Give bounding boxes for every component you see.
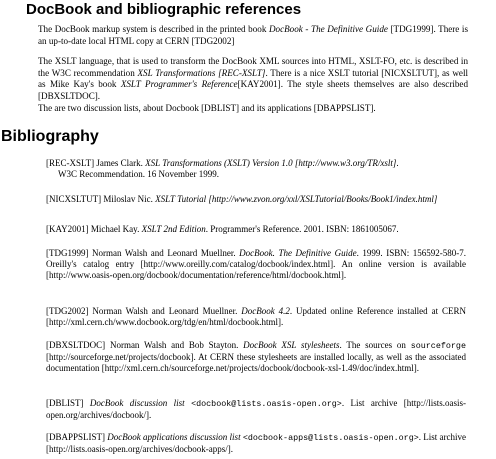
xslt-paragraph: The XSLT language, that is used to transform the DocBook XML sources into HTML, XSLT-FO, etc. is described in the W3C recommendation XSL Transformations [REC-XSLT]. There is a nice XSLT tutorial [NICXSLTUT], as well as Mike Kay's book XSLT Programmer's Reference[KAY2001]. The style sheets themselves are also described [DBXSLTDOC].	[38, 56, 469, 101]
bib-link[interactable]: [http://www.zvon.org/xxl/XSLTutorial/Books/Book1/index.html]	[208, 194, 438, 204]
email-address[interactable]: <docbook-apps@lists.oasis-open.org>	[242, 433, 419, 443]
bib-entry-dbappslist: [DBAPPSLIST] DocBook applications discussion list <docbook-apps@lists.oasis-open.org>. List archive [http://lists.oasis-open.org/archives/docbook-apps/].	[46, 432, 467, 454]
bib-entry-nicxsltut: [NICXSLTUT] Miloslav Nic. XSLT Tutorial [http://www.zvon.org/xxl/XSLTutorial/Books/Book1/index.html]	[46, 194, 438, 204]
bib-link[interactable]: [http://www.w3.org/TR/xslt]	[294, 158, 397, 168]
bib-entry-rec-xslt: [REC-XSLT] James Clark. XSL Transformations (XSLT) Version 1.0 [http://www.w3.org/TR/xslt]. W3C Recommendation. 16 November 1999.	[46, 158, 399, 179]
intro-paragraph: The DocBook markup system is described in the printed book DocBook - The Definitive Guide [TDG1999]. There is an up-to-date local HTML copy at CERN [TDG2002]	[38, 24, 468, 46]
section-heading: DocBook and bibliographic references	[26, 1, 302, 18]
bibliography-heading: Bibliography	[1, 128, 99, 145]
email-address[interactable]: <docbook@lists.oasis-open.org>	[191, 399, 342, 409]
bib-entry-dbxsltdoc: [DBXSLTDOC] Norman Walsh and Bob Stayton. DocBook XSL stylesheets. The sources on sourceforge [http://sourceforge.net/projects/docbook]. At CERN these stylesheets are installed locally, as well as the associated documentation [http://xml.cern.ch/sourceforge.net/projects/docbook/docbook-xsl-1.49/doc/index.html].	[46, 340, 466, 373]
bib-entry-tdg2002: [TDG2002] Norman Walsh and Leonard Muellner. DocBook 4.2. Updated online Reference installed at CERN [http://xml.cern.ch/www.docbook.org/tdg/en/html/docbook.html].	[46, 306, 466, 327]
bib-entry-dblist: [DBLIST] DocBook discussion list <docbook@lists.oasis-open.org>. List archive [http://lists.oasis-open.org/archives/docbook/].	[46, 398, 466, 420]
bib-entry-tdg1999: [TDG1999] Norman Walsh and Leonard Muellner. DocBook. The Definitive Guide. 1999. ISBN: 156592-580-7. Oreilly's catalog entry [http://www.oreilly.com/catalog/docbook/index.html]. An online version is available [http://www.oasis-open.org/docbook/documentation/reference/html/docbook.html].	[46, 248, 467, 280]
lists-paragraph: The are two discussion lists, about Docbook [DBLIST] and its applications [DBAPPSLIST].	[38, 103, 376, 113]
bib-entry-kay2001: [KAY2001] Michael Kay. XSLT 2nd Edition. Programmer's Reference. 2001. ISBN: 1861005067.	[46, 224, 399, 234]
